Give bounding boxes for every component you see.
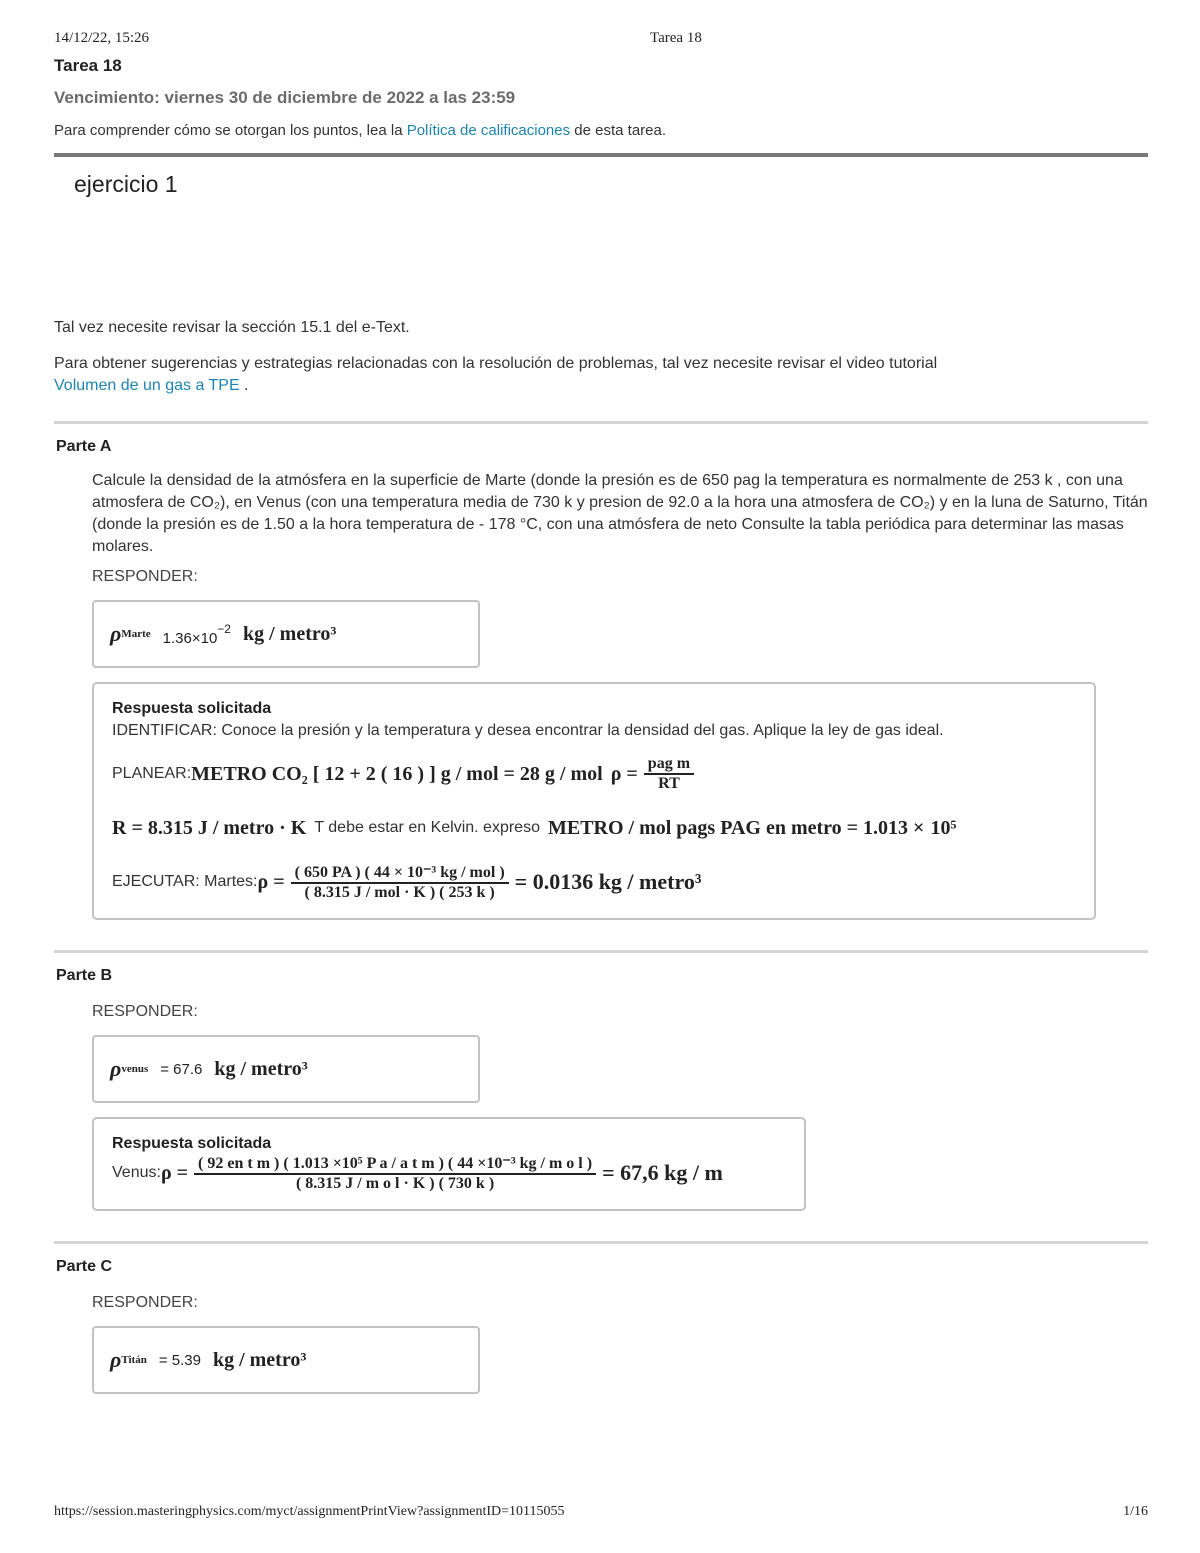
execute-fraction-den: ( 8.315 J / mol · K ) ( 253 k ) bbox=[304, 884, 495, 901]
solution-title: Respuesta solicitada bbox=[112, 1135, 272, 1152]
grading-note-prefix: Para comprender cómo se otorgan los puntos, lea la bbox=[54, 122, 407, 139]
print-url: https://session.masteringphysics.com/myct/assignmentPrintView?assignmentID=10115055 bbox=[54, 1504, 565, 1519]
plan-molar-mass: METRO CO₂ [ 12 + 2 ( 16 ) ] g / mol = 28 g / mol bbox=[191, 762, 603, 785]
execute-fraction-num: ( 650 PA ) ( 44 × 10⁻³ kg / mol ) bbox=[291, 862, 509, 884]
answer-unit: kg / metro³ bbox=[212, 1348, 307, 1371]
plan-fraction-num: pag m bbox=[644, 755, 694, 775]
part-a-title: Parte A bbox=[56, 438, 112, 455]
answer-box-c bbox=[92, 1326, 480, 1394]
answer-subscript: Titán bbox=[121, 1354, 147, 1366]
hint-text: Para obtener sugerencias y estrategias relacionadas con la resolución de problemas, tal vez necesite revisar el video tutorial bbox=[54, 355, 938, 372]
venus-fraction-den: ( 8.315 J / m o l · K ) ( 730 k ) bbox=[295, 1175, 495, 1192]
plan-label: PLANEAR: bbox=[112, 765, 192, 782]
print-title: Tarea 18 bbox=[650, 30, 702, 46]
respond-label: RESPONDER: bbox=[92, 568, 198, 585]
part-a-question: Calcule la densidad de la atmósfera en la superficie de Marte (donde la presión es de 650 pag la temperatura es normalmente de 253 k , con una atmosfera de CO₂), en Venus (con una temperatura media de 730 k y presion de 92.0 a la hora una atmosfera de CO₂) y en la luna de Saturno, Titán (donde la presión es de 1.50 a la hora temperatura de - 178 °C, con una atmósfera de neto Consulte la tabla periódica para determinar las masas molares. bbox=[92, 472, 1148, 555]
answer-subscript: Marte bbox=[121, 628, 151, 640]
execute-label: EJECUTAR: Martes: bbox=[112, 873, 258, 890]
solution-title: Respuesta solicitada bbox=[112, 700, 272, 717]
assignment-title: Tarea 18 bbox=[54, 56, 122, 75]
venus-rho: ρ = bbox=[160, 1161, 189, 1184]
execute-result: = 0.0136 kg / metro³ bbox=[514, 869, 702, 894]
answer-box-a bbox=[92, 600, 480, 668]
execute-rho: ρ = bbox=[257, 870, 285, 893]
part-b-title: Parte B bbox=[56, 967, 113, 984]
plan-rho: ρ = bbox=[610, 762, 638, 785]
assignment-content bbox=[54, 56, 1148, 1394]
part-b bbox=[92, 1003, 1148, 1211]
venus-fraction-num: ( 92 en t m ) ( 1.013 ×10⁵ P a / a t m ) ( 44 ×10⁻³ kg / m o l ) bbox=[194, 1153, 596, 1175]
venus-step bbox=[112, 1153, 786, 1193]
plan-fraction bbox=[644, 755, 694, 793]
page-number: 1/16 bbox=[1123, 1504, 1148, 1519]
answer-value: = 5.39 bbox=[158, 1351, 201, 1369]
venus-fraction bbox=[194, 1153, 596, 1193]
part-divider bbox=[54, 1241, 1148, 1244]
plan-fraction-den: RT bbox=[658, 775, 680, 792]
answer-mantissa: 1.36×10 bbox=[162, 629, 218, 647]
grading-policy-link[interactable]: Política de calificaciones bbox=[406, 122, 571, 139]
hint-end: . bbox=[239, 377, 249, 394]
print-header bbox=[54, 30, 1146, 50]
rho-symbol: ρ bbox=[110, 621, 122, 646]
kelvin-note: T debe estar en Kelvin. expreso bbox=[314, 819, 540, 836]
execute-step bbox=[112, 862, 1076, 902]
part-divider bbox=[54, 421, 1148, 424]
exercise-name: ejercicio 1 bbox=[74, 171, 178, 197]
respond-label: RESPONDER: bbox=[92, 1003, 198, 1020]
identify-step: IDENTIFICAR: Conoce la presión y la temperatura y desea encontrar la densidad del gas. Aplique la ley de gas ideal. bbox=[112, 722, 944, 739]
answer-value: = 67.6 bbox=[160, 1060, 203, 1078]
part-c-title: Parte C bbox=[56, 1258, 113, 1275]
respond-label: RESPONDER: bbox=[92, 1294, 198, 1311]
unit-exponent: 10⁵ bbox=[930, 816, 957, 839]
answer-exponent: −2 bbox=[217, 621, 231, 636]
section-divider bbox=[54, 153, 1148, 157]
venus-label: Venus: bbox=[112, 1164, 161, 1181]
video-tutorial-link[interactable]: Volumen de un gas a TPE bbox=[54, 377, 240, 394]
due-date: Vencimiento: viernes 30 de diciembre de 2022 a las 23:59 bbox=[54, 88, 516, 107]
venus-result: = 67,6 kg / m bbox=[602, 1160, 723, 1185]
solution-box-a bbox=[92, 682, 1096, 920]
rho-symbol: ρ bbox=[110, 1347, 122, 1372]
grading-note bbox=[54, 122, 1148, 139]
rho-symbol: ρ bbox=[110, 1056, 122, 1081]
print-datetime: 14/12/22, 15:26 bbox=[54, 30, 150, 46]
part-divider bbox=[54, 950, 1148, 953]
execute-fraction bbox=[291, 862, 509, 902]
answer-subscript: venus bbox=[121, 1063, 149, 1075]
review-note: Tal vez necesite revisar la sección 15.1 del e-Text. bbox=[54, 319, 410, 336]
answer-unit: kg / metro³ bbox=[214, 1057, 308, 1080]
hint-note bbox=[54, 353, 1148, 397]
solution-box-b bbox=[92, 1117, 806, 1211]
gas-constant-step bbox=[112, 808, 1076, 848]
grading-note-suffix: de esta tarea. bbox=[570, 122, 667, 139]
answer-unit: kg / metro³ bbox=[242, 622, 337, 645]
gas-constant: R = 8.315 J / metro · K bbox=[112, 816, 307, 839]
part-c bbox=[92, 1294, 1148, 1394]
print-footer bbox=[54, 1504, 1148, 1524]
answer-box-b bbox=[92, 1035, 480, 1103]
part-a bbox=[92, 470, 1148, 920]
plan-step bbox=[112, 754, 1076, 794]
unit-conversion: METRO / mol pags PAG en metro = 1.013 × bbox=[547, 816, 925, 839]
answer-value bbox=[163, 622, 231, 647]
